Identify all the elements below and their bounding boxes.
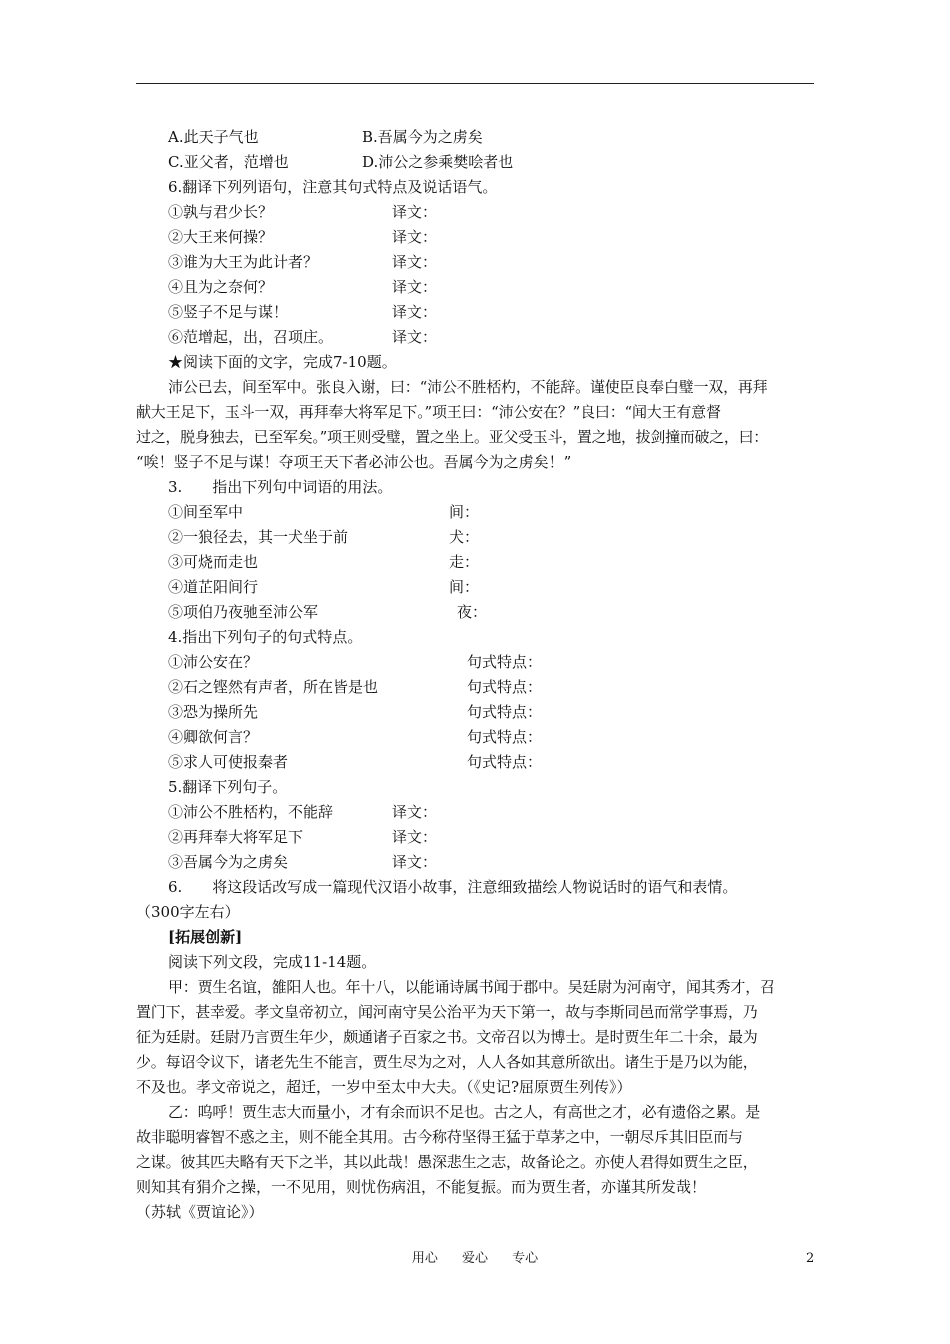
q4-item-text: ②石之铿然有声者，所在皆是也 bbox=[168, 678, 379, 696]
passage-line: 过之，脱身独去，已至军矣。”项王则受璧，置之坐上。亚父受玉斗，置之地，拔剑撞而破之，曰： bbox=[136, 428, 768, 446]
q6-item-label: 译文： bbox=[392, 203, 438, 221]
q3-item-label: 走： bbox=[449, 553, 480, 571]
q3-item-text: ⑤项伯乃夜驰至沛公军 bbox=[168, 603, 319, 621]
footer-motto-word: 专心 bbox=[512, 1251, 539, 1266]
q4-item-label: 句式特点： bbox=[467, 653, 543, 671]
q6-item-label: 译文： bbox=[392, 303, 438, 321]
q3-item-label: 夜： bbox=[457, 603, 488, 621]
footer-motto-word: 用心 bbox=[411, 1251, 438, 1266]
q5b-item-label: 译文： bbox=[392, 853, 438, 871]
passage-yi-line: 则知其有狷介之操，一不见用，则忧伤病沮，不能复振。而为贾生者，亦谨其所发哉！ bbox=[136, 1178, 707, 1196]
q6-item-text: ②大王来何操？ bbox=[168, 228, 274, 246]
option-b: B.吾属今为之虏矣 bbox=[362, 128, 483, 146]
q3-item-label: 犬： bbox=[449, 528, 480, 546]
passage-jia-line: 征为廷尉。廷尉乃言贾生年少，颇通诸子百家之书。文帝召以为博士。是时贾生年二十余，最为 bbox=[136, 1028, 758, 1046]
passage-jia-line: 不及也。孝文帝说之，超迁，一岁中至太中大夫。（《史记?屈原贾生列传》） bbox=[136, 1078, 632, 1096]
footer-motto-word: 爱心 bbox=[461, 1251, 488, 1266]
option-a: A.此天子气也 bbox=[168, 128, 259, 146]
q3-item-text: ④道芷阳间行 bbox=[168, 578, 259, 596]
q3-item-label: 间： bbox=[449, 503, 480, 521]
q4-title: 4.指出下列句子的句式特点。 bbox=[168, 628, 363, 646]
q6-item-text: ④且为之奈何？ bbox=[168, 278, 274, 296]
passage-jia-line: 少。每诏令议下，诸老先生不能言，贾生尽为之对，人人各如其意所欲出。诸生于是乃以为能， bbox=[136, 1053, 758, 1071]
q6-item-text: ③谁为大王为此计者？ bbox=[168, 253, 319, 271]
q3-item-text: ②一狼径去，其一犬坐于前 bbox=[168, 528, 349, 546]
q6-item-text: ⑤竖子不足与谋！ bbox=[168, 303, 289, 321]
passage-yi-line: 故非聪明睿智不惑之主，则不能全其用。古今称苻坚得王猛于草茅之中，一朝尽斥其旧臣而与 bbox=[136, 1128, 743, 1146]
q4-item-label: 句式特点： bbox=[467, 728, 543, 746]
q4-item-text: ⑤求人可使报秦者 bbox=[168, 753, 289, 771]
q6b-line1: 6. 将这段话改写成一篇现代汉语小故事，注意细致描绘人物说话时的语气和表情。 bbox=[168, 878, 738, 896]
q5b-item-label: 译文： bbox=[392, 828, 438, 846]
q4-item-text: ①沛公安在？ bbox=[168, 653, 259, 671]
q5b-item-text: ③吾属今为之虏矣 bbox=[168, 853, 289, 871]
q5b-item-label: 译文： bbox=[392, 803, 438, 821]
q6-item-label: 译文： bbox=[392, 328, 438, 346]
option-c: C.亚父者，范增也 bbox=[168, 153, 289, 171]
q4-item-label: 句式特点： bbox=[467, 703, 543, 721]
passage-yi-line: 乙：呜呼！贾生志大而量小，才有余而识不足也。古之人，有高世之才，必有遗俗之累。是 bbox=[168, 1103, 761, 1121]
q5b-item-text: ②再拜奉大将军足下 bbox=[168, 828, 304, 846]
passage-yi-line: 之谋。彼其匹夫略有天下之半，其以此哉！愚深悲生之志，故备论之。亦使人君得如贾生之臣， bbox=[136, 1153, 758, 1171]
reading-intro: ★阅读下面的文字，完成7-10题。 bbox=[168, 353, 397, 371]
q6-title: 6.翻译下列列语句，注意其句式特点及说话语气。 bbox=[168, 178, 498, 196]
q4-item-label: 句式特点： bbox=[467, 753, 543, 771]
extension-heading: [拓展创新] bbox=[168, 928, 243, 946]
q4-item-text: ④卿欲何言？ bbox=[168, 728, 259, 746]
q6-item-text: ⑥范增起，出，召项庄。 bbox=[168, 328, 334, 346]
q3-title: 3. 指出下列句中词语的用法。 bbox=[168, 478, 393, 496]
q5b-title: 5.翻译下列句子。 bbox=[168, 778, 288, 796]
header-rule bbox=[136, 83, 814, 84]
q5b-item-text: ①沛公不胜桮杓，不能辞 bbox=[168, 803, 334, 821]
q3-item-label: 间： bbox=[449, 578, 480, 596]
passage-jia-line: 甲：贾生名谊，雒阳人也。年十八，以能诵诗属书闻于郡中。吴廷尉为河南守，闻其秀才，召 bbox=[168, 978, 775, 996]
option-d: D.沛公之参乘樊哙者也 bbox=[362, 153, 514, 171]
q6-item-label: 译文： bbox=[392, 278, 438, 296]
q4-item-label: 句式特点： bbox=[467, 678, 543, 696]
passage-yi-line: （苏轼《贾谊论》） bbox=[136, 1203, 264, 1221]
q3-item-text: ③可烧而走也 bbox=[168, 553, 259, 571]
passage-line: 献大王足下，玉斗一双，再拜奉大将军足下。”项王曰：“沛公安在？”良曰：“闻大王有意督 bbox=[136, 403, 721, 421]
q6-item-label: 译文： bbox=[392, 253, 438, 271]
q6-item-text: ①孰与君少长？ bbox=[168, 203, 274, 221]
extension-intro: 阅读下列文段，完成11-14题。 bbox=[168, 953, 377, 971]
q4-item-text: ③恐为操所先 bbox=[168, 703, 259, 721]
page-number: 2 bbox=[806, 1251, 815, 1266]
passage-jia-line: 置门下，甚幸爱。孝文皇帝初立，闻河南守吴公治平为天下第一，故与李斯同邑而常学事焉，乃 bbox=[136, 1003, 758, 1021]
q6-item-label: 译文： bbox=[392, 228, 438, 246]
q6b-line2: （300字左右） bbox=[136, 903, 240, 921]
passage-line: “唉！竖子不足与谋！夺项王天下者必沛公也。吾属今为之虏矣！” bbox=[136, 453, 572, 471]
q3-item-text: ①间至军中 bbox=[168, 503, 244, 521]
passage-line: 沛公已去，间至军中。张良入谢，曰：“沛公不胜桮杓，不能辞。谨使臣良奉白璧一双，再拜 bbox=[168, 378, 768, 396]
